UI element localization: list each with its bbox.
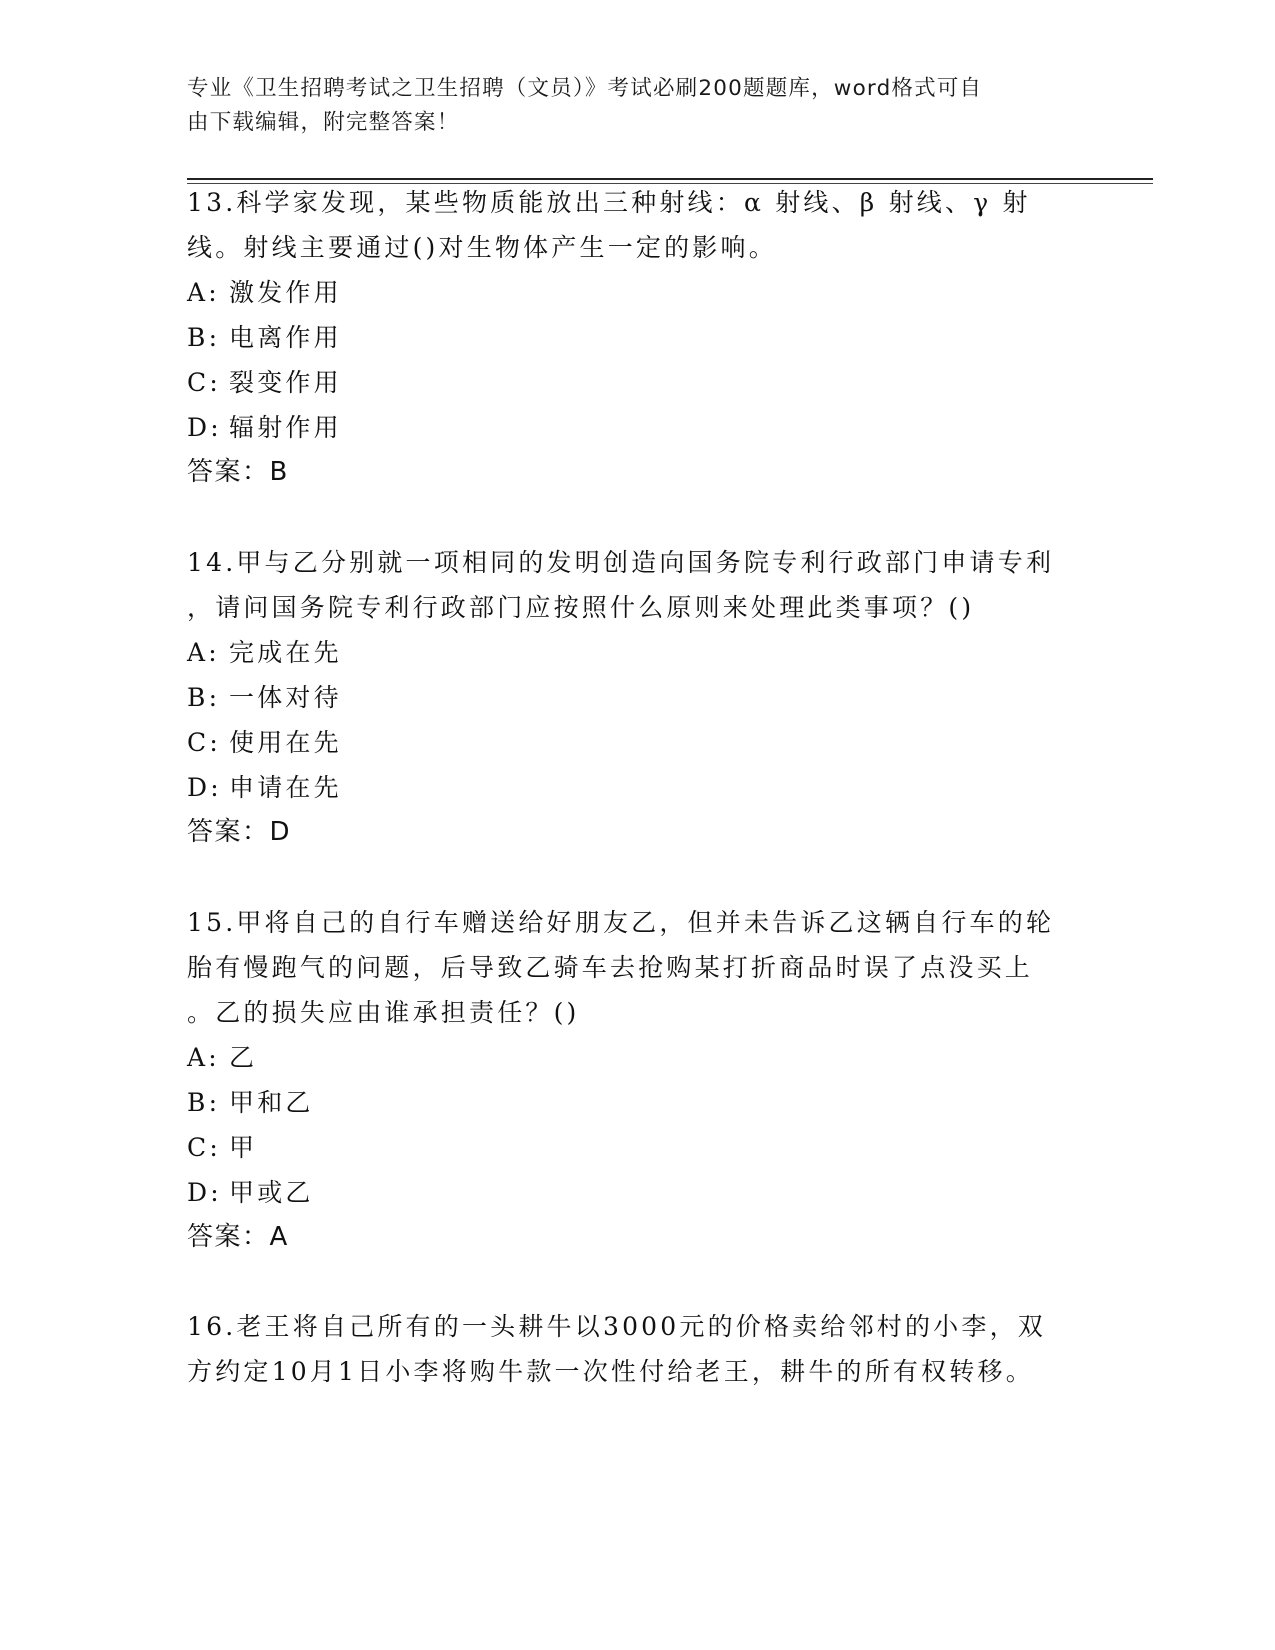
option-c — [187, 720, 1087, 765]
option-letter: D: — [187, 1178, 222, 1207]
question-stem-line: 方约定10月1日小李将购牛款一次性付给老王，耕牛的所有权转移。 — [187, 1357, 1034, 1386]
answer-line: 答案：A — [187, 1222, 289, 1252]
header-line-2: 由下载编辑，附完整答案！ — [187, 110, 460, 135]
option-text: 使用在先 — [229, 728, 342, 757]
option-a — [187, 270, 1087, 315]
question-stem-line: 线。射线主要通过()对生物体产生一定的影响。 — [187, 233, 777, 262]
option-a — [187, 630, 1087, 675]
option-text: 乙 — [229, 1043, 258, 1072]
option-c — [187, 360, 1087, 405]
question-stem-line: 15.甲将自己的自行车赠送给好朋友乙，但并未告诉乙这辆自行车的轮 — [187, 908, 1055, 937]
option-b — [187, 315, 1087, 360]
option-letter: C: — [187, 368, 221, 397]
question-stem-line: 14.甲与乙分别就一项相同的发明创造向国务院专利行政部门申请专利 — [187, 548, 1055, 577]
answer-line: 答案：D — [187, 817, 292, 847]
option-letter: A: — [187, 278, 220, 307]
option-letter: B: — [187, 683, 221, 712]
question-stem-line: 13.科学家发现，某些物质能放出三种射线：α 射线、β 射线、γ 射 — [187, 188, 1031, 217]
option-a — [187, 1035, 1087, 1080]
option-text: 激发作用 — [229, 278, 342, 307]
question-stem-line: 16.老王将自己所有的一头耕牛以3000元的价格卖给邻村的小李，双 — [187, 1312, 1046, 1341]
question-16 — [187, 1304, 1087, 1394]
option-text: 甲或乙 — [229, 1178, 314, 1207]
option-d — [187, 1170, 1087, 1215]
option-text: 完成在先 — [229, 638, 342, 667]
option-b — [187, 675, 1087, 720]
option-text: 申请在先 — [229, 773, 342, 802]
option-text: 裂变作用 — [229, 368, 342, 397]
option-letter: C: — [187, 728, 221, 757]
option-letter: B: — [187, 323, 221, 352]
option-c — [187, 1125, 1087, 1170]
question-stem-line: ，请问国务院专利行政部门应按照什么原则来处理此类事项？() — [187, 593, 975, 622]
option-d — [187, 765, 1087, 810]
option-text: 电离作用 — [229, 323, 342, 352]
option-text: 甲 — [229, 1133, 258, 1162]
question-stem-line: 胎有慢跑气的问题，后导致乙骑车去抢购某打折商品时误了点没买上 — [187, 953, 1034, 982]
option-text: 甲和乙 — [229, 1088, 314, 1117]
option-text: 一体对待 — [229, 683, 342, 712]
answer-line: 答案：B — [187, 457, 289, 487]
question-15 — [187, 900, 1087, 1260]
option-text: 辐射作用 — [229, 413, 342, 442]
header-line-1: 专业《卫生招聘考试之卫生招聘（文员）》考试必刷200题题库，word格式可自 — [187, 76, 983, 101]
option-d — [187, 405, 1087, 450]
option-letter: A: — [187, 1043, 220, 1072]
option-b — [187, 1080, 1087, 1125]
option-letter: D: — [187, 773, 222, 802]
option-letter: C: — [187, 1133, 221, 1162]
option-letter: B: — [187, 1088, 221, 1117]
question-13 — [187, 180, 1087, 495]
question-14 — [187, 540, 1087, 855]
question-stem-line: 。乙的损失应由谁承担责任？() — [187, 998, 580, 1027]
option-letter: A: — [187, 638, 220, 667]
option-letter: D: — [187, 413, 222, 442]
document-header — [187, 72, 1067, 140]
